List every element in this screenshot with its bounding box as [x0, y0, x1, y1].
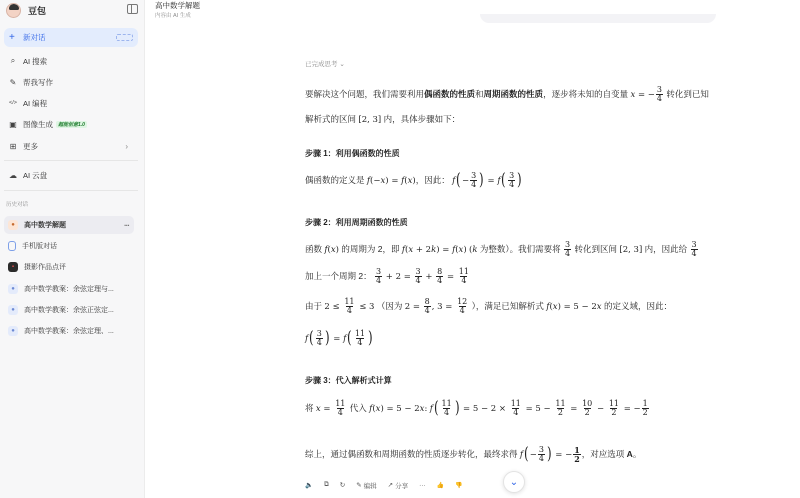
text: 。 — [632, 449, 642, 460]
answer-paragraph: 由于 2 ≤ $\frac{11}{4}$ ≤ 3 （因为 2 = $\frac{8}{4}$ , 3 = $\frac{12}{4}$ ），满足已知解析式 f(x) = 5 − 2x 的定义域，因此： — [305, 297, 672, 316]
answer-paragraph: 加上一个周期 2： $\frac{3}{4}$ + 2 = $\frac{3}{4}$ + $\frac{8}{4}$ = $\frac{11}{4}$ — [305, 267, 469, 286]
bold-text: 周期函数的性质 — [483, 89, 544, 100]
chat-avatar-icon: ● — [8, 284, 18, 294]
thumbs-down-icon: 👎 — [455, 482, 463, 489]
copy-icon: ⧉ — [324, 481, 329, 488]
sidebar-item-label: 图像生成 — [23, 119, 53, 129]
speaker-icon: 🔈 — [305, 482, 314, 489]
history-item-label: 手机版对话 — [22, 243, 57, 250]
text: 偶函数的定义是 — [305, 175, 365, 186]
sidebar-item-more[interactable] — [4, 137, 138, 155]
new-chat-label: 新对话 — [23, 33, 46, 42]
brand-name: 豆包 — [28, 5, 47, 16]
plus-icon: + — [9, 32, 15, 43]
share-button[interactable] — [388, 481, 408, 490]
text: 解析式的区间 — [305, 114, 357, 124]
history-item[interactable] — [4, 301, 134, 319]
history-item-label: 高中数学教案：余弦定理、... — [24, 328, 114, 335]
chevron-down-icon: ⌄ — [339, 61, 345, 68]
copy-button[interactable] — [324, 481, 329, 489]
text: 内，具体步骤如下： — [383, 114, 461, 124]
text: 代入 — [349, 403, 367, 414]
chevron-down-icon: ⌄ — [509, 476, 519, 488]
scroll-to-bottom-button[interactable] — [503, 471, 525, 493]
chat-title: 高中数学解题 — [155, 1, 200, 10]
text: 和 — [475, 89, 484, 100]
history-item[interactable] — [4, 237, 134, 255]
doubao-avatar-icon[interactable] — [6, 3, 21, 18]
new-chat-button[interactable] — [4, 28, 138, 47]
bold-text: 偶函数的性质 — [424, 89, 476, 100]
text: ），满足已知解析式 — [471, 301, 544, 312]
brand-header — [6, 1, 141, 19]
chat-avatar-icon: ● — [8, 326, 18, 336]
sidebar-item-image-gen[interactable] — [4, 115, 138, 133]
toggle-sidebar-icon[interactable] — [127, 4, 138, 14]
thumbs-down-button[interactable] — [455, 482, 462, 489]
math-fraction: $\frac{3}{4}$ — [656, 85, 662, 104]
speaker-button[interactable] — [305, 481, 313, 489]
thinking-toggle[interactable] — [305, 59, 345, 68]
text: 要解决这个问题，我们需要利用 — [305, 89, 425, 100]
more-icon: ··· — [419, 481, 426, 489]
sidebar-item-label: 更多 — [23, 141, 38, 151]
answer-equation: f( $\frac{3}{4}$ ) = f( $\frac{11}{4}$ ) — [305, 328, 373, 349]
edit-label: 编辑 — [363, 482, 377, 490]
sidebar — [0, 0, 145, 498]
pen-icon: ✎ — [9, 77, 17, 87]
sidebar-item-cloud[interactable] — [4, 166, 138, 184]
history-item[interactable] — [4, 216, 134, 234]
more-button[interactable] — [419, 482, 426, 489]
thinking-label: 已完成思考 — [305, 61, 338, 68]
edit-button[interactable] — [356, 481, 376, 490]
chat-main — [146, 0, 800, 498]
history-item[interactable] — [4, 258, 134, 276]
user-message-bubble — [480, 14, 716, 23]
text: 的定义域，因此： — [603, 301, 672, 312]
divider — [4, 160, 138, 161]
history-item[interactable] — [4, 322, 134, 340]
text: 转化到区间 — [574, 244, 618, 255]
sidebar-item-label: AI 编程 — [23, 98, 48, 108]
photo-icon: ▪ — [8, 262, 18, 272]
answer-paragraph: 要解决这个问题，我们需要利用偶函数的性质和周期函数的性质，逐步将未知的自变量 x = − $\frac{3}{4}$ 转化到已知 — [305, 85, 709, 104]
sidebar-item-ai-search[interactable] — [4, 52, 138, 70]
history-section-title: 历史对话 — [6, 202, 29, 208]
history-item-label: 高中数学解题 — [24, 222, 66, 229]
answer-paragraph: 函数 f(x) 的周期为 2，即 f(x + 2k) = f(x) (k 为整数）。我们需要将 $\frac{3}{4}$ 转化到区间 [2, 3] 内，因此给 $\frac{3}{4}$ — [305, 240, 697, 259]
ai-disclaimer: 内容由 AI 生成 — [155, 13, 191, 19]
cloud-icon: ☁ — [9, 170, 17, 180]
sidebar-item-coding[interactable] — [4, 94, 138, 112]
math: f — [366, 176, 371, 187]
share-icon: ↗ — [387, 482, 394, 489]
text: ，逐步将未知的自变量 — [543, 89, 629, 100]
text: 的周期为 2，即 — [341, 244, 400, 255]
share-label: 分享 — [395, 482, 409, 490]
code-icon: </> — [9, 100, 17, 106]
text: 转化到已知 — [666, 89, 709, 100]
chevron-right-icon: › — [125, 141, 128, 151]
text: ，对应选项 — [581, 449, 625, 460]
text: 为整数）。我们需要将 — [479, 244, 561, 255]
edit-icon: ✎ — [356, 482, 362, 489]
text: ，因此： — [415, 175, 450, 186]
history-item-label: 摄影作品点评 — [24, 264, 66, 271]
history-item-label: 高中数学教案：余弦正弦定... — [24, 307, 114, 314]
answer-conclusion: 综上，通过偶函数和周期函数的性质逐步转化，最终求得 f(− $\frac{3}{4}$ ) = − $\frac{1}{2}$ ，对应选项 A。 — [305, 444, 642, 465]
sidebar-item-label: AI 搜索 — [23, 56, 48, 66]
sidebar-item-writing[interactable] — [4, 73, 138, 91]
search-icon: ⌕ — [10, 56, 16, 65]
thumbs-up-icon: 👍 — [436, 482, 445, 489]
history-item-label: 高中数学教案：余弦定理与... — [24, 286, 114, 293]
answer-paragraph: 偶函数的定义是 f(−x) = f(x)，因此： f(− $\frac{3}{4}$ ) = f( $\frac{3}{4}$ ) — [305, 170, 522, 191]
chat-avatar-icon: ● — [8, 305, 18, 315]
math: x — [630, 90, 636, 101]
history-item[interactable] — [4, 280, 134, 298]
divider — [4, 190, 138, 191]
phone-icon — [8, 241, 16, 251]
shortcut-hint-icon — [116, 34, 133, 41]
step-heading: 步骤 3：代入解析式计算 — [305, 376, 392, 385]
text: 由于 — [305, 301, 323, 312]
text: 加上一个周期 2： — [305, 271, 372, 282]
step-heading: 步骤 1：利用偶函数的性质 — [305, 149, 400, 158]
chat-avatar-icon: ● — [8, 220, 18, 230]
text: 将 — [305, 403, 314, 414]
answer-option: A — [626, 449, 633, 460]
math: [2, 3] — [358, 115, 382, 125]
more-options-icon[interactable]: ··· — [124, 220, 129, 230]
sidebar-item-label: AI 云盘 — [23, 170, 48, 180]
sidebar-item-label: 帮我写作 — [23, 77, 53, 87]
regenerate-button[interactable] — [340, 481, 345, 489]
thumbs-up-button[interactable] — [437, 482, 444, 489]
image-icon: ▣ — [9, 119, 17, 129]
step-heading: 步骤 2：利用周期函数的性质 — [305, 218, 408, 227]
answer-paragraph — [305, 115, 460, 125]
grid-icon: ⊞ — [9, 141, 17, 151]
answer-paragraph: 将 x = $\frac{11}{4}$ 代入 f(x) = 5 − 2x: f( $\frac{11}{4}$ ) = 5 − 2 × $\frac{11}{4}$ = 5 − $\frac{11}{2}$ = $\frac{10}{2}$ − $\frac{11}{2}$ = − $\frac{1}{2}$ — [305, 398, 648, 419]
text: 函数 — [305, 244, 323, 255]
message-actions — [305, 479, 474, 491]
text: 内，因此给 — [644, 244, 688, 255]
refresh-icon: ↻ — [339, 482, 346, 489]
feature-badge: 超能创意1.0 — [58, 121, 85, 128]
text: （因为 — [376, 301, 403, 312]
text: 综上，通过偶函数和周期函数的性质逐步转化，最终求得 — [305, 449, 518, 460]
